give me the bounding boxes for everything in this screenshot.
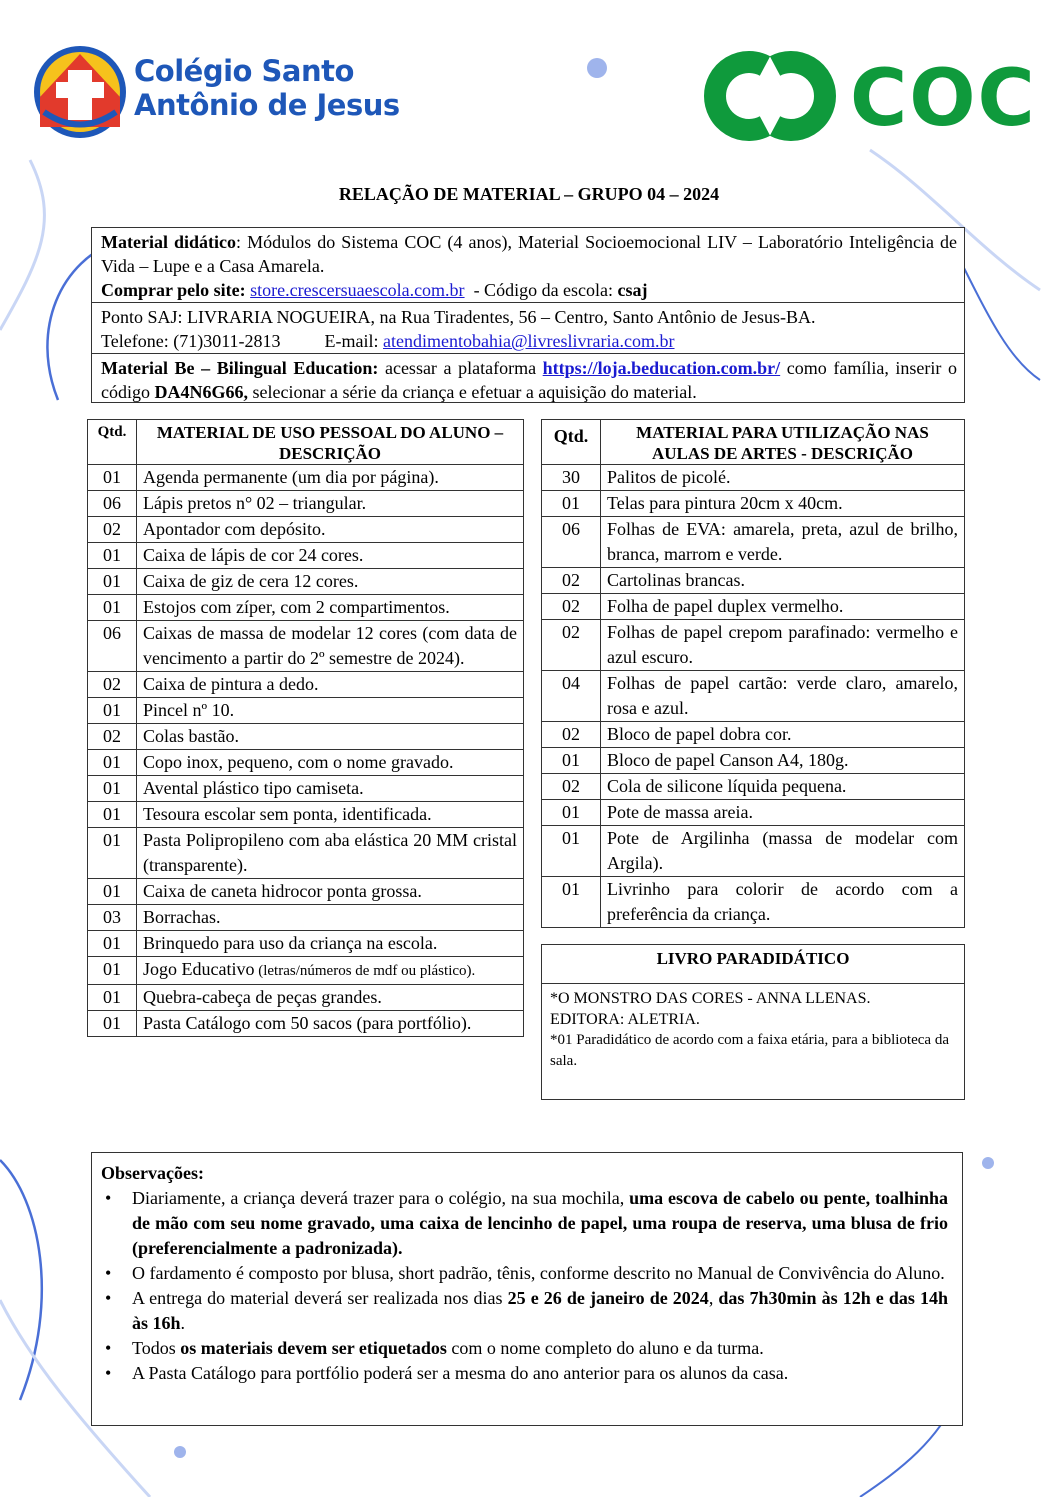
obs3-dates: 25 e 26 de janeiro de 2024 [507,1288,709,1308]
arts-item-desc [601,465,965,491]
obs1-text: Diariamente, a criança deverá trazer para o colégio, na sua mochila, [132,1188,630,1208]
personal-item-desc-text: Apontador com depósito. [143,519,326,539]
arts-item-desc-text: Telas para pintura 20cm x 40cm. [607,493,843,513]
arts-item-row [542,722,965,748]
obs5-text: A Pasta Catálogo para portfólio poderá ser a mesma do ano anterior para os alunos da casa. [132,1363,789,1383]
personal-item-desc [137,595,524,621]
personal-item-row [88,957,524,985]
arts-item-row [542,620,965,671]
personal-item-row [88,543,524,569]
obs3-sep: , [708,1288,719,1308]
arts-item-qtd: 02 [542,722,601,748]
paradidatico-line1: *O MONSTRO DAS CORES - ANNA LLENAS. [550,990,871,1007]
personal-item-row [88,595,524,621]
personal-item-qtd: 01 [88,698,137,724]
personal-item-row [88,724,524,750]
codigo-value: csaj [617,280,648,300]
personal-item-desc [137,621,524,672]
arts-item-desc-text: Cartolinas brancas. [607,570,745,590]
personal-header-desc: MATERIAL DE USO PESSOAL DO ALUNO – DESCRIÇÃO [137,420,524,465]
personal-item-qtd: 01 [88,985,137,1011]
personal-item-qtd: 01 [88,569,137,595]
personal-item-desc-text: Caixa de pintura a dedo. [143,674,319,694]
paradidatico-box [541,944,965,1100]
comprar-label: Comprar pelo site: [101,280,246,300]
personal-item-row [88,569,524,595]
personal-item-qtd: 03 [88,905,137,931]
personal-item-qtd: 01 [88,931,137,957]
personal-item-desc-text: Pasta Polipropileno com aba elástica 20 MM cristal (transparente). [143,830,517,875]
personal-item-desc-text: Caixa de caneta hidrocor ponta grossa. [143,881,422,901]
personal-item-desc [137,985,524,1011]
arts-materials-table [541,419,965,928]
personal-item-row [88,985,524,1011]
personal-table-header [88,420,524,465]
arts-header-desc: MATERIAL PARA UTILIZAÇÃO NAS AULAS DE ARTES - DESCRIÇÃO [601,420,965,465]
arts-item-desc-text: Folhas de EVA: amarela, preta, azul de brilho, branca, marrom e verde. [607,519,958,564]
arts-item-row [542,517,965,568]
observacao-item [101,1336,948,1361]
personal-item-desc-text: Caixas de massa de modelar 12 cores (com data de vencimento a partir do 2º semestre de 2024). [143,623,517,668]
personal-item-desc-text: Caixa de lápis de cor 24 cores. [143,545,364,565]
obs3-hours: das 7h30min às 12h e das 14h às 16h [132,1288,948,1333]
arts-item-desc-text: Folha de papel duplex vermelho. [607,596,844,616]
personal-item-desc [137,828,524,879]
arts-item-qtd: 30 [542,465,601,491]
personal-materials-table [87,419,524,1037]
obs2-text: O fardamento é composto por blusa, short padrão, tênis, conforme descrito no Manual de Convivência do Aluno. [132,1263,945,1283]
arts-item-qtd: 02 [542,774,601,800]
personal-item-desc [137,543,524,569]
arts-item-desc [601,517,965,568]
personal-item-desc-text: Jogo Educativo [143,959,255,979]
school-crest-icon [30,42,130,142]
personal-item-desc-text: Quebra-cabeça de peças grandes. [143,987,382,1007]
personal-item-desc-text: Borrachas. [143,907,221,927]
personal-item-qtd: 01 [88,776,137,802]
didatico-label: Material didático [101,232,237,252]
personal-item-qtd: 01 [88,879,137,905]
personal-item-desc [137,1011,524,1037]
personal-item-row [88,621,524,672]
personal-item-qtd: 06 [88,621,137,672]
arts-item-desc [601,594,965,620]
arts-item-desc-text: Livrinho para colorir de acordo com a preferência da criança. [607,879,958,924]
arts-item-desc [601,491,965,517]
observacoes-box [91,1152,963,1426]
personal-header-qtd: Qtd. [88,420,137,465]
info-ponto [92,303,964,354]
personal-item-qtd: 01 [88,957,137,985]
beducation-link[interactable]: https://loja.beducation.com.br/ [542,358,781,378]
email-link[interactable]: atendimentobahia@livreslivraria.com.br [383,331,675,351]
personal-item-qtd: 01 [88,802,137,828]
personal-item-qtd: 02 [88,517,137,543]
arts-item-desc-text: Cola de silicone líquida pequena. [607,776,847,796]
arts-item-row [542,568,965,594]
personal-item-row [88,776,524,802]
paradidatico-line2: EDITORA: ALETRIA. [550,1011,700,1028]
personal-item-row [88,879,524,905]
document-title: RELAÇÃO DE MATERIAL – GRUPO 04 – 2024 [338,184,720,204]
arts-item-qtd: 04 [542,671,601,722]
info-box [91,227,965,403]
personal-item-desc [137,802,524,828]
school-logo [30,42,470,142]
arts-item-desc [601,800,965,826]
personal-item-desc [137,517,524,543]
personal-item-row [88,1011,524,1037]
arts-item-desc [601,826,965,877]
coc-mark-icon [695,48,845,144]
personal-item-qtd: 02 [88,724,137,750]
store-link[interactable]: store.crescersuaescola.com.br [250,280,465,300]
arts-item-row [542,800,965,826]
personal-item-qtd: 01 [88,750,137,776]
arts-item-row [542,748,965,774]
arts-item-row [542,491,965,517]
arts-item-qtd: 02 [542,568,601,594]
obs4-text: Todos [132,1338,181,1358]
personal-item-row [88,828,524,879]
info-didatico [92,228,964,303]
personal-item-qtd: 01 [88,828,137,879]
didatico-text: : Módulos do Sistema COC (4 anos), Material Socioemocional LIV – Laboratório Inteligência de Vida – Lupe e a Casa Amarela. [101,232,957,276]
observacoes-title: Observações: [101,1163,204,1183]
observacao-item [101,1286,948,1336]
codigo-text: - Código da escola: [464,280,618,300]
personal-item-desc [137,957,524,985]
personal-item-desc [137,776,524,802]
arts-item-qtd: 06 [542,517,601,568]
personal-item-row [88,517,524,543]
be-text3: selecionar a série da criança e efetuar a aquisição do material. [248,382,697,402]
email-label: E-mail: [324,331,384,351]
arts-item-row [542,465,965,491]
ponto-text: Ponto SAJ: LIVRARIA NOGUEIRA, na Rua Tiradentes, 56 – Centro, Santo Antônio de Jesus-BA. [101,307,816,327]
personal-item-desc-text: Estojos com zíper, com 2 compartimentos. [143,597,450,617]
be-code: DA4N6G66, [154,382,248,402]
personal-item-desc [137,931,524,957]
arts-item-row [542,877,965,928]
arts-item-desc-text: Folhas de papel crepom parafinado: vermelho e azul escuro. [607,622,958,667]
arts-item-desc [601,620,965,671]
personal-item-desc-text: Pasta Catálogo com 50 sacos (para portfólio). [143,1013,472,1033]
personal-item-qtd: 01 [88,595,137,621]
personal-item-desc [137,905,524,931]
personal-item-row [88,465,524,491]
arts-item-desc [601,722,965,748]
arts-item-qtd: 02 [542,620,601,671]
personal-item-qtd: 01 [88,465,137,491]
paradidatico-body [542,984,964,1076]
coc-logo [695,48,1035,148]
arts-item-desc-text: Bloco de papel dobra cor. [607,724,792,744]
personal-item-desc [137,724,524,750]
personal-item-desc [137,879,524,905]
personal-item-row [88,750,524,776]
info-bilingual [92,354,964,404]
arts-item-qtd: 01 [542,800,601,826]
arts-item-desc [601,877,965,928]
personal-item-desc-text: Colas bastão. [143,726,239,746]
observacoes-list [101,1186,948,1386]
school-name [134,54,400,122]
arts-item-row [542,671,965,722]
coc-logo-text: COC [850,54,1037,144]
personal-item-desc-small: (letras/números de mdf ou plástico). [254,963,476,979]
arts-item-desc [601,568,965,594]
personal-item-desc [137,491,524,517]
observacao-item [101,1361,948,1386]
obs4-bold: os materiais devem ser etiquetados [180,1338,447,1358]
arts-item-qtd: 01 [542,748,601,774]
personal-item-desc [137,465,524,491]
arts-item-qtd: 01 [542,877,601,928]
arts-header-qtd: Qtd. [542,420,601,465]
arts-item-desc-text: Pote de massa areia. [607,802,753,822]
telefone-text: Telefone: (71)3011-2813 [101,331,281,351]
observacao-item [101,1261,948,1286]
arts-item-desc-text: Palitos de picolé. [607,467,731,487]
arts-item-row [542,594,965,620]
arts-item-row [542,826,965,877]
arts-table-header [542,420,965,465]
personal-item-desc-text: Lápis pretos n° 02 – triangular. [143,493,367,513]
personal-table-body [88,465,524,1037]
obs4-end: com o nome completo do aluno e da turma. [446,1338,764,1358]
personal-item-row [88,698,524,724]
personal-item-desc-text: Agenda permanente (um dia por página). [143,467,439,487]
personal-item-row [88,491,524,517]
personal-item-qtd: 01 [88,1011,137,1037]
obs3-text: A entrega do material deverá ser realizada nos dias [132,1288,508,1308]
paradidatico-title: LIVRO PARADIDÁTICO [542,945,964,984]
arts-item-qtd: 02 [542,594,601,620]
school-name-line1: Colégio Santo [134,54,354,88]
paradidatico-note: *01 Paradidático de acordo com a faixa etária, para a biblioteca da sala. [550,1032,949,1069]
personal-item-desc [137,672,524,698]
arts-item-qtd: 01 [542,491,601,517]
obs3-end: . [180,1313,186,1333]
personal-item-desc [137,750,524,776]
observacao-item [101,1186,948,1261]
be-label: Material Be – Bilingual Education: [101,358,379,378]
arts-table-body [542,465,965,928]
personal-item-desc [137,698,524,724]
arts-item-desc-text: Pote de Argilinha (massa de modelar com Argila). [607,828,958,873]
personal-item-desc-text: Caixa de giz de cera 12 cores. [143,571,359,591]
personal-item-desc [137,569,524,595]
arts-item-desc-text: Folhas de papel cartão: verde claro, amarelo, rosa e azul. [607,673,958,718]
be-text1: acessar a plataforma [378,358,543,378]
arts-item-desc-text: Bloco de papel Canson A4, 180g. [607,750,849,770]
personal-item-qtd: 02 [88,672,137,698]
personal-item-row [88,672,524,698]
arts-item-desc [601,748,965,774]
personal-item-row [88,802,524,828]
personal-item-qtd: 06 [88,491,137,517]
personal-item-desc-text: Tesoura escolar sem ponta, identificada. [143,804,432,824]
obs1-bold: uma escova de cabelo ou pente, toalhinha de mão com seu nome gravado, uma caixa de lencinho de papel, uma roupa de reserva, uma blusa de frio (preferencialmente a padronizada). [132,1188,949,1258]
personal-item-desc-text: Pincel nº 10. [143,700,235,720]
arts-item-desc [601,774,965,800]
arts-item-row [542,774,965,800]
arts-item-desc [601,671,965,722]
personal-item-row [88,931,524,957]
personal-item-row [88,905,524,931]
personal-item-desc-text: Brinquedo para uso da criança na escola. [143,933,438,953]
school-name-line2: Antônio de Jesus [134,88,400,122]
arts-item-qtd: 01 [542,826,601,877]
personal-item-desc-text: Avental plástico tipo camiseta. [143,778,364,798]
personal-item-desc-text: Copo inox, pequeno, com o nome gravado. [143,752,454,772]
be-text2: como família, inserir o código [101,358,957,402]
personal-item-qtd: 01 [88,543,137,569]
